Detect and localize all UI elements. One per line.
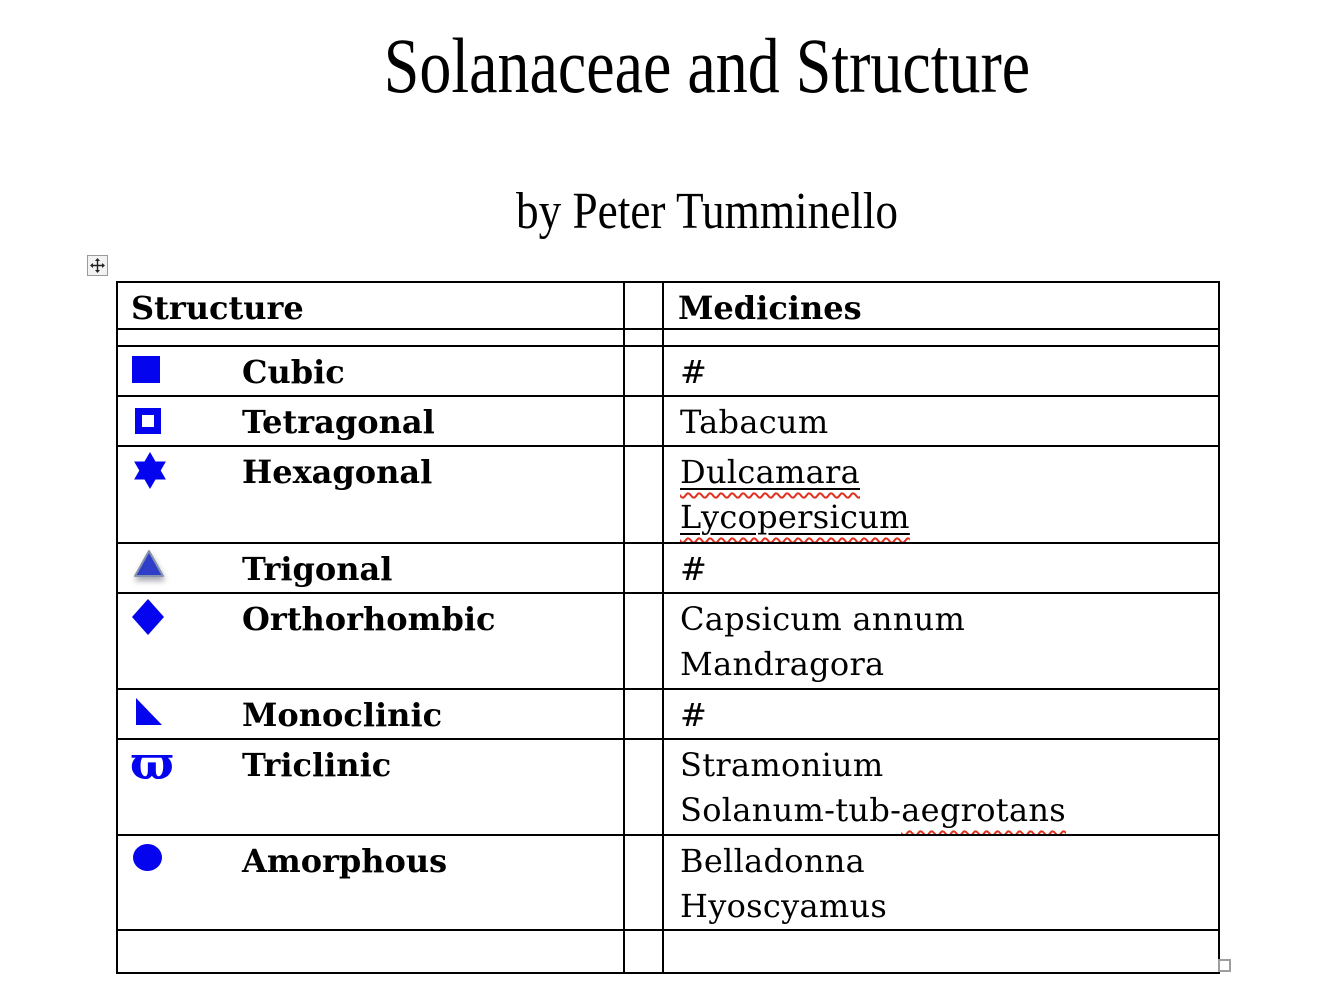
table-resize-handle[interactable] <box>1218 959 1231 972</box>
open-square-icon <box>135 408 161 434</box>
spacer-cell[interactable] <box>624 543 663 593</box>
header-row <box>117 282 1219 329</box>
spacer-cell[interactable] <box>624 446 663 543</box>
right-triangle-icon <box>135 698 163 726</box>
structure-cell[interactable] <box>117 396 624 446</box>
medicine-text: Solanum-tub- <box>680 791 902 829</box>
medicines-cell[interactable] <box>663 543 1219 593</box>
spacer-cell[interactable] <box>624 835 663 930</box>
misspelled-word: Dulcamara <box>680 453 860 491</box>
table-row-trigonal <box>117 543 1219 593</box>
structure-cell[interactable] <box>117 689 624 739</box>
medicines-cell[interactable] <box>663 593 1219 689</box>
medicine-line: # <box>680 696 708 734</box>
spacer-cell[interactable] <box>624 593 663 689</box>
table-row-orthorhombic <box>117 593 1219 689</box>
spacer-cell[interactable] <box>663 329 1219 346</box>
medicines-cell[interactable] <box>663 689 1219 739</box>
structure-cell[interactable] <box>117 543 624 593</box>
medicines-header-label: Medicines <box>678 289 862 327</box>
spacer-cell[interactable] <box>624 689 663 739</box>
table-row-cubic <box>117 346 1219 396</box>
page-title[interactable]: Solanaceae and Structure <box>383 22 1031 109</box>
spacer-cell[interactable] <box>624 282 663 329</box>
table-row-tetragonal <box>117 396 1219 446</box>
medicines-cell[interactable] <box>663 396 1219 446</box>
pi-symbol-icon: ϖ <box>130 739 174 790</box>
medicines-header-cell[interactable] <box>663 282 1219 329</box>
medicine-line <box>680 495 1218 540</box>
medicine-line: Hyoscyamus <box>680 887 888 925</box>
structure-cell[interactable] <box>117 446 624 543</box>
structure-cell[interactable] <box>117 835 624 930</box>
medicine-line <box>680 450 1218 495</box>
spacer-cell[interactable] <box>624 346 663 396</box>
structure-label: Orthorhombic <box>242 600 496 638</box>
structure-cell[interactable] <box>117 593 624 689</box>
four-way-arrow-icon <box>90 258 105 273</box>
empty-bottom-row <box>117 930 1219 973</box>
structure-header-cell[interactable] <box>117 282 624 329</box>
table-move-handle[interactable] <box>87 255 108 276</box>
structure-label: Hexagonal <box>242 453 433 491</box>
structure-label: Trigonal <box>242 550 393 588</box>
medicine-line: # <box>680 353 708 391</box>
spacer-cell[interactable] <box>117 930 624 973</box>
medicine-line: Mandragora <box>680 645 885 683</box>
table-row-monoclinic <box>117 689 1219 739</box>
spacer-cell[interactable] <box>624 739 663 835</box>
medicine-line <box>680 788 1218 833</box>
filled-square-icon <box>132 356 160 383</box>
medicines-cell[interactable] <box>663 446 1219 543</box>
structure-label: Amorphous <box>242 842 448 880</box>
structure-header-label: Structure <box>131 289 304 327</box>
medicine-line: Stramonium <box>680 746 884 784</box>
filled-circle-icon <box>133 844 162 871</box>
table-row-amorphous <box>117 835 1219 930</box>
medicine-line: Belladonna <box>680 842 866 880</box>
solanaceae-table <box>116 281 1220 974</box>
six-pointed-star-icon <box>133 452 167 489</box>
misspelled-word: Lycopersicum <box>680 498 910 536</box>
structure-label: Tetragonal <box>242 403 435 441</box>
misspelled-word: aegrotans <box>901 791 1066 829</box>
spacer-cell[interactable] <box>624 930 663 973</box>
structure-label: Triclinic <box>242 746 392 784</box>
medicines-cell[interactable] <box>663 835 1219 930</box>
spacer-cell[interactable] <box>624 396 663 446</box>
table-row-triclinic <box>117 739 1219 835</box>
structure-cell[interactable] <box>117 739 624 835</box>
structure-label: Cubic <box>242 353 345 391</box>
spacer-cell[interactable] <box>624 329 663 346</box>
medicine-line: Tabacum <box>680 403 829 441</box>
spacer-cell[interactable] <box>117 329 624 346</box>
shadowed-triangle-icon <box>132 549 166 582</box>
table-row-hexagonal <box>117 446 1219 543</box>
spacer-cell[interactable] <box>663 930 1219 973</box>
structure-cell[interactable] <box>117 346 624 396</box>
medicines-cell[interactable] <box>663 739 1219 835</box>
medicine-line: Capsicum annum <box>680 600 966 638</box>
thin-spacer-row <box>117 329 1219 346</box>
page-subtitle[interactable]: by Peter Tumminello <box>515 183 899 240</box>
medicine-line: # <box>680 550 708 588</box>
diamond-icon <box>131 598 165 636</box>
medicines-cell[interactable] <box>663 346 1219 396</box>
structure-label: Monoclinic <box>242 696 443 734</box>
